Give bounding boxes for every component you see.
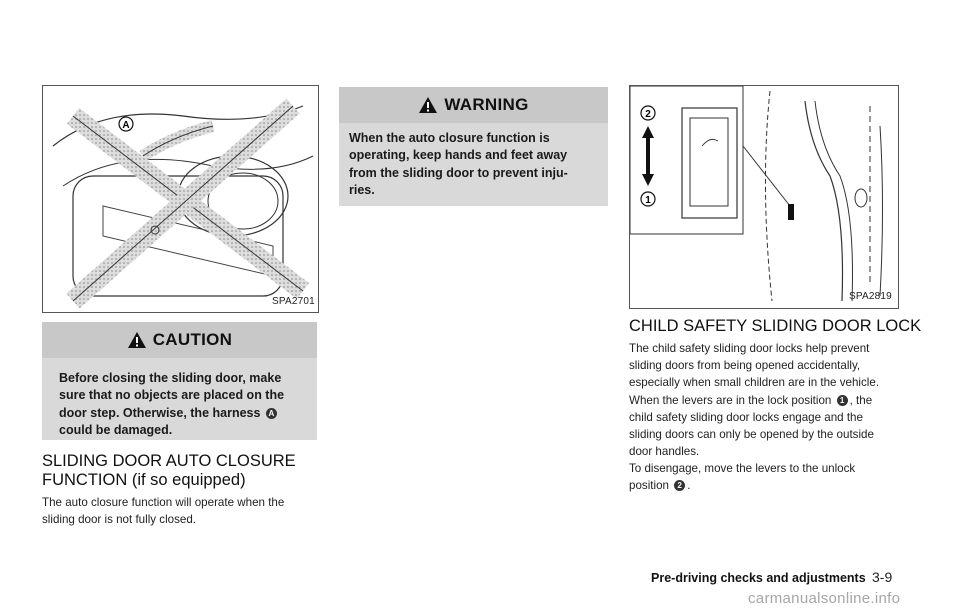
watermark-text: carmanualsonline.info bbox=[748, 590, 901, 607]
warning-title: WARNING bbox=[444, 95, 529, 114]
caution-line: door step. Otherwise, the harness A bbox=[59, 405, 309, 422]
auto-closure-paragraph: The auto closure function will operate when the sliding door is not fully closed. bbox=[42, 496, 285, 526]
child-lock-paragraph-1: The child safety sliding door locks help prevent sliding doors from being opened accidentally, especially when small children are in the vehicle. bbox=[629, 342, 880, 389]
caution-line: Before closing the sliding door, make bbox=[59, 371, 282, 385]
figure-code-right: SPA2819 bbox=[849, 291, 892, 302]
figure-label-1: 1 bbox=[645, 195, 651, 206]
footer-page-number: 3-9 bbox=[872, 569, 893, 585]
caution-line: could be damaged. bbox=[59, 422, 173, 437]
warning-triangle-icon bbox=[127, 331, 147, 349]
figure-marker-a: A bbox=[122, 120, 130, 131]
caution-title: CAUTION bbox=[152, 330, 233, 349]
caution-line: sure that no objects are placed on the bbox=[59, 388, 285, 403]
figure-code-left: SPA2701 bbox=[272, 296, 315, 307]
harness-drawing bbox=[43, 86, 318, 312]
figure-harness-illustration bbox=[42, 85, 319, 313]
figure-child-lock-illustration bbox=[629, 85, 899, 309]
warning-header bbox=[339, 87, 608, 123]
caution-box bbox=[42, 322, 317, 440]
figure-label-2: 2 bbox=[645, 109, 651, 120]
footer-chapter-title: Pre-driving checks and adjustments bbox=[651, 571, 866, 585]
section-heading-child-lock: CHILD SAFETY SLIDING DOOR LOCK bbox=[629, 317, 922, 335]
marker-1-icon: 1 bbox=[837, 395, 848, 406]
section-heading-auto-closure: SLIDING DOOR AUTO CLOSURE FUNCTION (if so equipped) bbox=[42, 452, 296, 489]
child-lock-paragraph-3: To disengage, move the levers to the unlock position 2 . bbox=[629, 462, 856, 492]
marker-2-icon: 2 bbox=[674, 480, 685, 491]
warning-box bbox=[339, 87, 608, 206]
child-lock-drawing bbox=[630, 86, 898, 308]
caution-header bbox=[42, 322, 317, 358]
warning-text: When the auto closure function is operating, keep hands and feet away from the sliding door to prevent inju- ries. bbox=[349, 131, 568, 197]
warning-triangle-icon bbox=[418, 96, 438, 114]
caution-text bbox=[59, 370, 309, 439]
marker-a-icon: A bbox=[266, 408, 277, 419]
child-lock-paragraph-2: When the levers are in the lock position 1 , the child safety sliding door locks engage and the sliding doors can only be opened by the outside door handles. bbox=[629, 394, 874, 458]
